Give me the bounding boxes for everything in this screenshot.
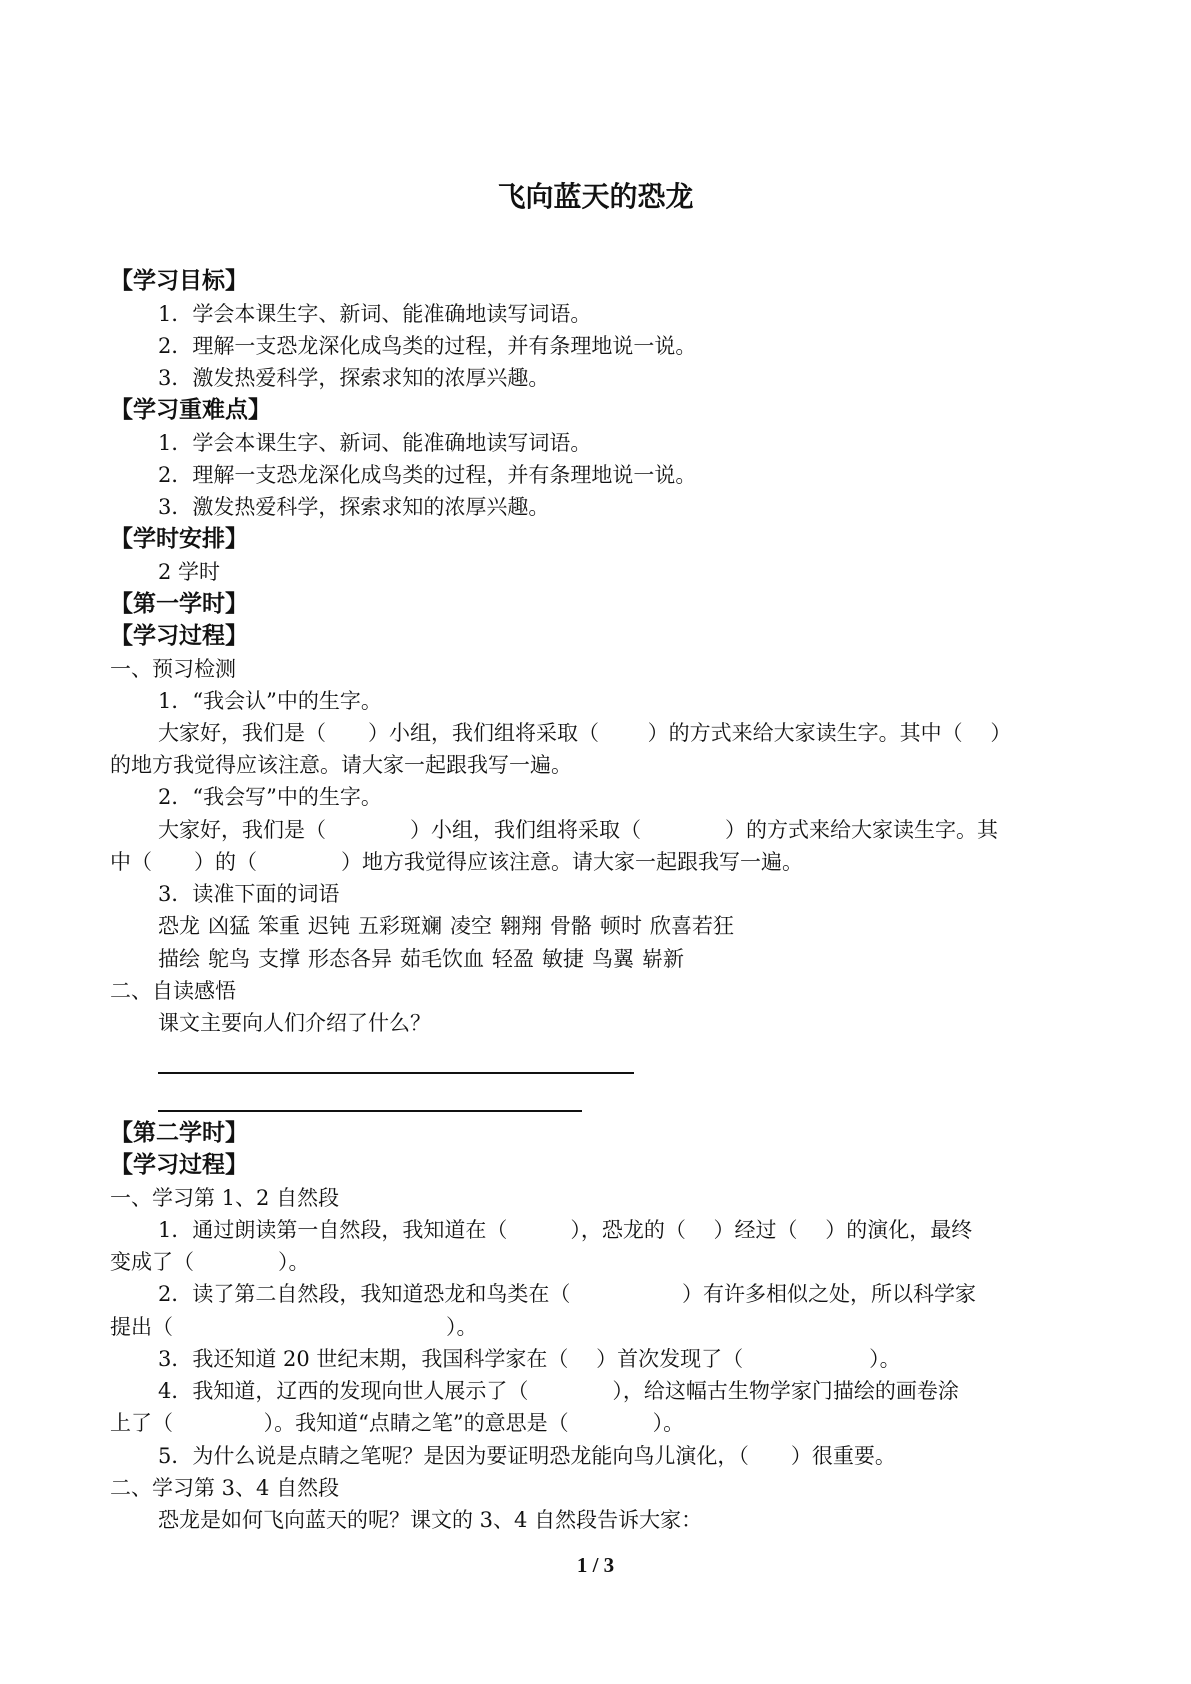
answer-line [158,1072,634,1074]
l2-q2-line: 提出（ ）。 [110,1315,478,1339]
vocab-word: 恐龙 [158,914,200,938]
vocab-word: 笨重 [258,914,300,938]
vocab-word: 迟钝 [308,914,350,938]
q2-line: 大家好，我们是（ ）小组，我们组将采取（ ）的方式来给大家读生字。其 [158,818,998,842]
vocab-word: 鸟翼 [592,947,634,971]
q1-line: 大家好，我们是（ ）小组，我们组将采取（ ）的方式来给大家读生字。其中（ ） [158,721,1012,745]
goal-item: 1．学会本课生字、新词、能准确地读写词语。 [158,302,592,326]
key-points-heading: 【学习重难点】 [110,397,271,423]
key-point-item: 2．理解一支恐龙深化成鸟类的过程，并有条理地说一说。 [158,463,697,487]
l2-q4-line: 4．我知道，辽西的发现向世人展示了（ ），给这幅古生物学家门描绘的画卷涂 [158,1379,959,1403]
vocab-word: 描绘 [158,947,200,971]
vocab-word: 崭新 [642,947,684,971]
lesson1-process-heading: 【学习过程】 [110,623,248,649]
q3-title: 3．读准下面的词语 [158,882,340,906]
l2-q2-line: 2．读了第二自然段，我知道恐龙和鸟类在（ ）有许多相似之处，所以科学家 [158,1282,977,1306]
l2-q1-line: 1．通过朗读第一自然段，我知道在（ ），恐龙的（ ）经过（ ）的演化，最终 [158,1218,973,1242]
paragraph-1-2-title: 一、学习第 1、2 自然段 [110,1186,340,1210]
vocab-word: 凌空 [450,914,492,938]
l2-q4-line: 上了（ ）。我知道“点睛之笔”的意思是（ ）。 [110,1411,685,1435]
vocab-word: 支撑 [258,947,300,971]
vocab-word: 五彩斑斓 [358,914,442,938]
vocab-word: 茹毛饮血 [400,947,484,971]
page-number: 1 / 3 [576,1553,615,1577]
lesson2-process-heading: 【学习过程】 [110,1152,248,1178]
schedule-heading: 【学时安排】 [110,526,248,552]
vocab-row-1 [158,910,742,942]
vocab-word: 骨骼 [550,914,592,938]
q1-line: 的地方我觉得应该注意。请大家一起跟我写一遍。 [110,753,572,777]
goal-item: 3．激发热爱科学，探索求知的浓厚兴趣。 [158,366,550,390]
answer-line [158,1110,582,1112]
l2-q1-line: 变成了（ ）。 [110,1250,310,1274]
key-point-item: 3．激发热爱科学，探索求知的浓厚兴趣。 [158,495,550,519]
lesson2-heading: 【第二学时】 [110,1120,248,1146]
l2-q5-line: 5．为什么说是点睛之笔呢？是因为要证明恐龙能向鸟儿演化，（ ）很重要。 [158,1444,896,1468]
vocab-word: 轻盈 [492,947,534,971]
goal-item: 2．理解一支恐龙深化成鸟类的过程，并有条理地说一说。 [158,334,697,358]
page-title: 飞向蓝天的恐龙 [497,180,694,213]
goals-heading: 【学习目标】 [110,268,248,294]
q2-line: 中（ ）的（ ）地方我觉得应该注意。请大家一起跟我写一遍。 [110,850,803,874]
lesson1-heading: 【第一学时】 [110,591,248,617]
paragraph-3-4-line: 恐龙是如何飞向蓝天的呢？课文的 3、4 自然段告诉大家： [158,1508,703,1532]
vocab-word: 顿时 [600,914,642,938]
vocab-word: 凶猛 [208,914,250,938]
vocab-word: 敏捷 [542,947,584,971]
self-reading-title: 二、自读感悟 [110,979,236,1003]
vocab-word: 形态各异 [308,947,392,971]
schedule-value: 2 学时 [158,560,221,584]
vocab-word: 鸵鸟 [208,947,250,971]
vocab-row-2 [158,943,692,975]
l2-q3-line: 3．我还知道 20 世纪末期，我国科学家在（ ）首次发现了（ ）。 [158,1347,901,1371]
key-point-item: 1．学会本课生字、新词、能准确地读写词语。 [158,431,592,455]
q1-title: 1．“我会认”中的生字。 [158,689,382,713]
paragraph-3-4-title: 二、学习第 3、4 自然段 [110,1476,340,1500]
self-reading-question: 课文主要向人们介绍了什么？ [158,1011,431,1035]
vocab-word: 翱翔 [500,914,542,938]
preview-check-title: 一、预习检测 [110,657,236,681]
q2-title: 2．“我会写”中的生字。 [158,785,382,809]
vocab-word: 欣喜若狂 [650,914,734,938]
